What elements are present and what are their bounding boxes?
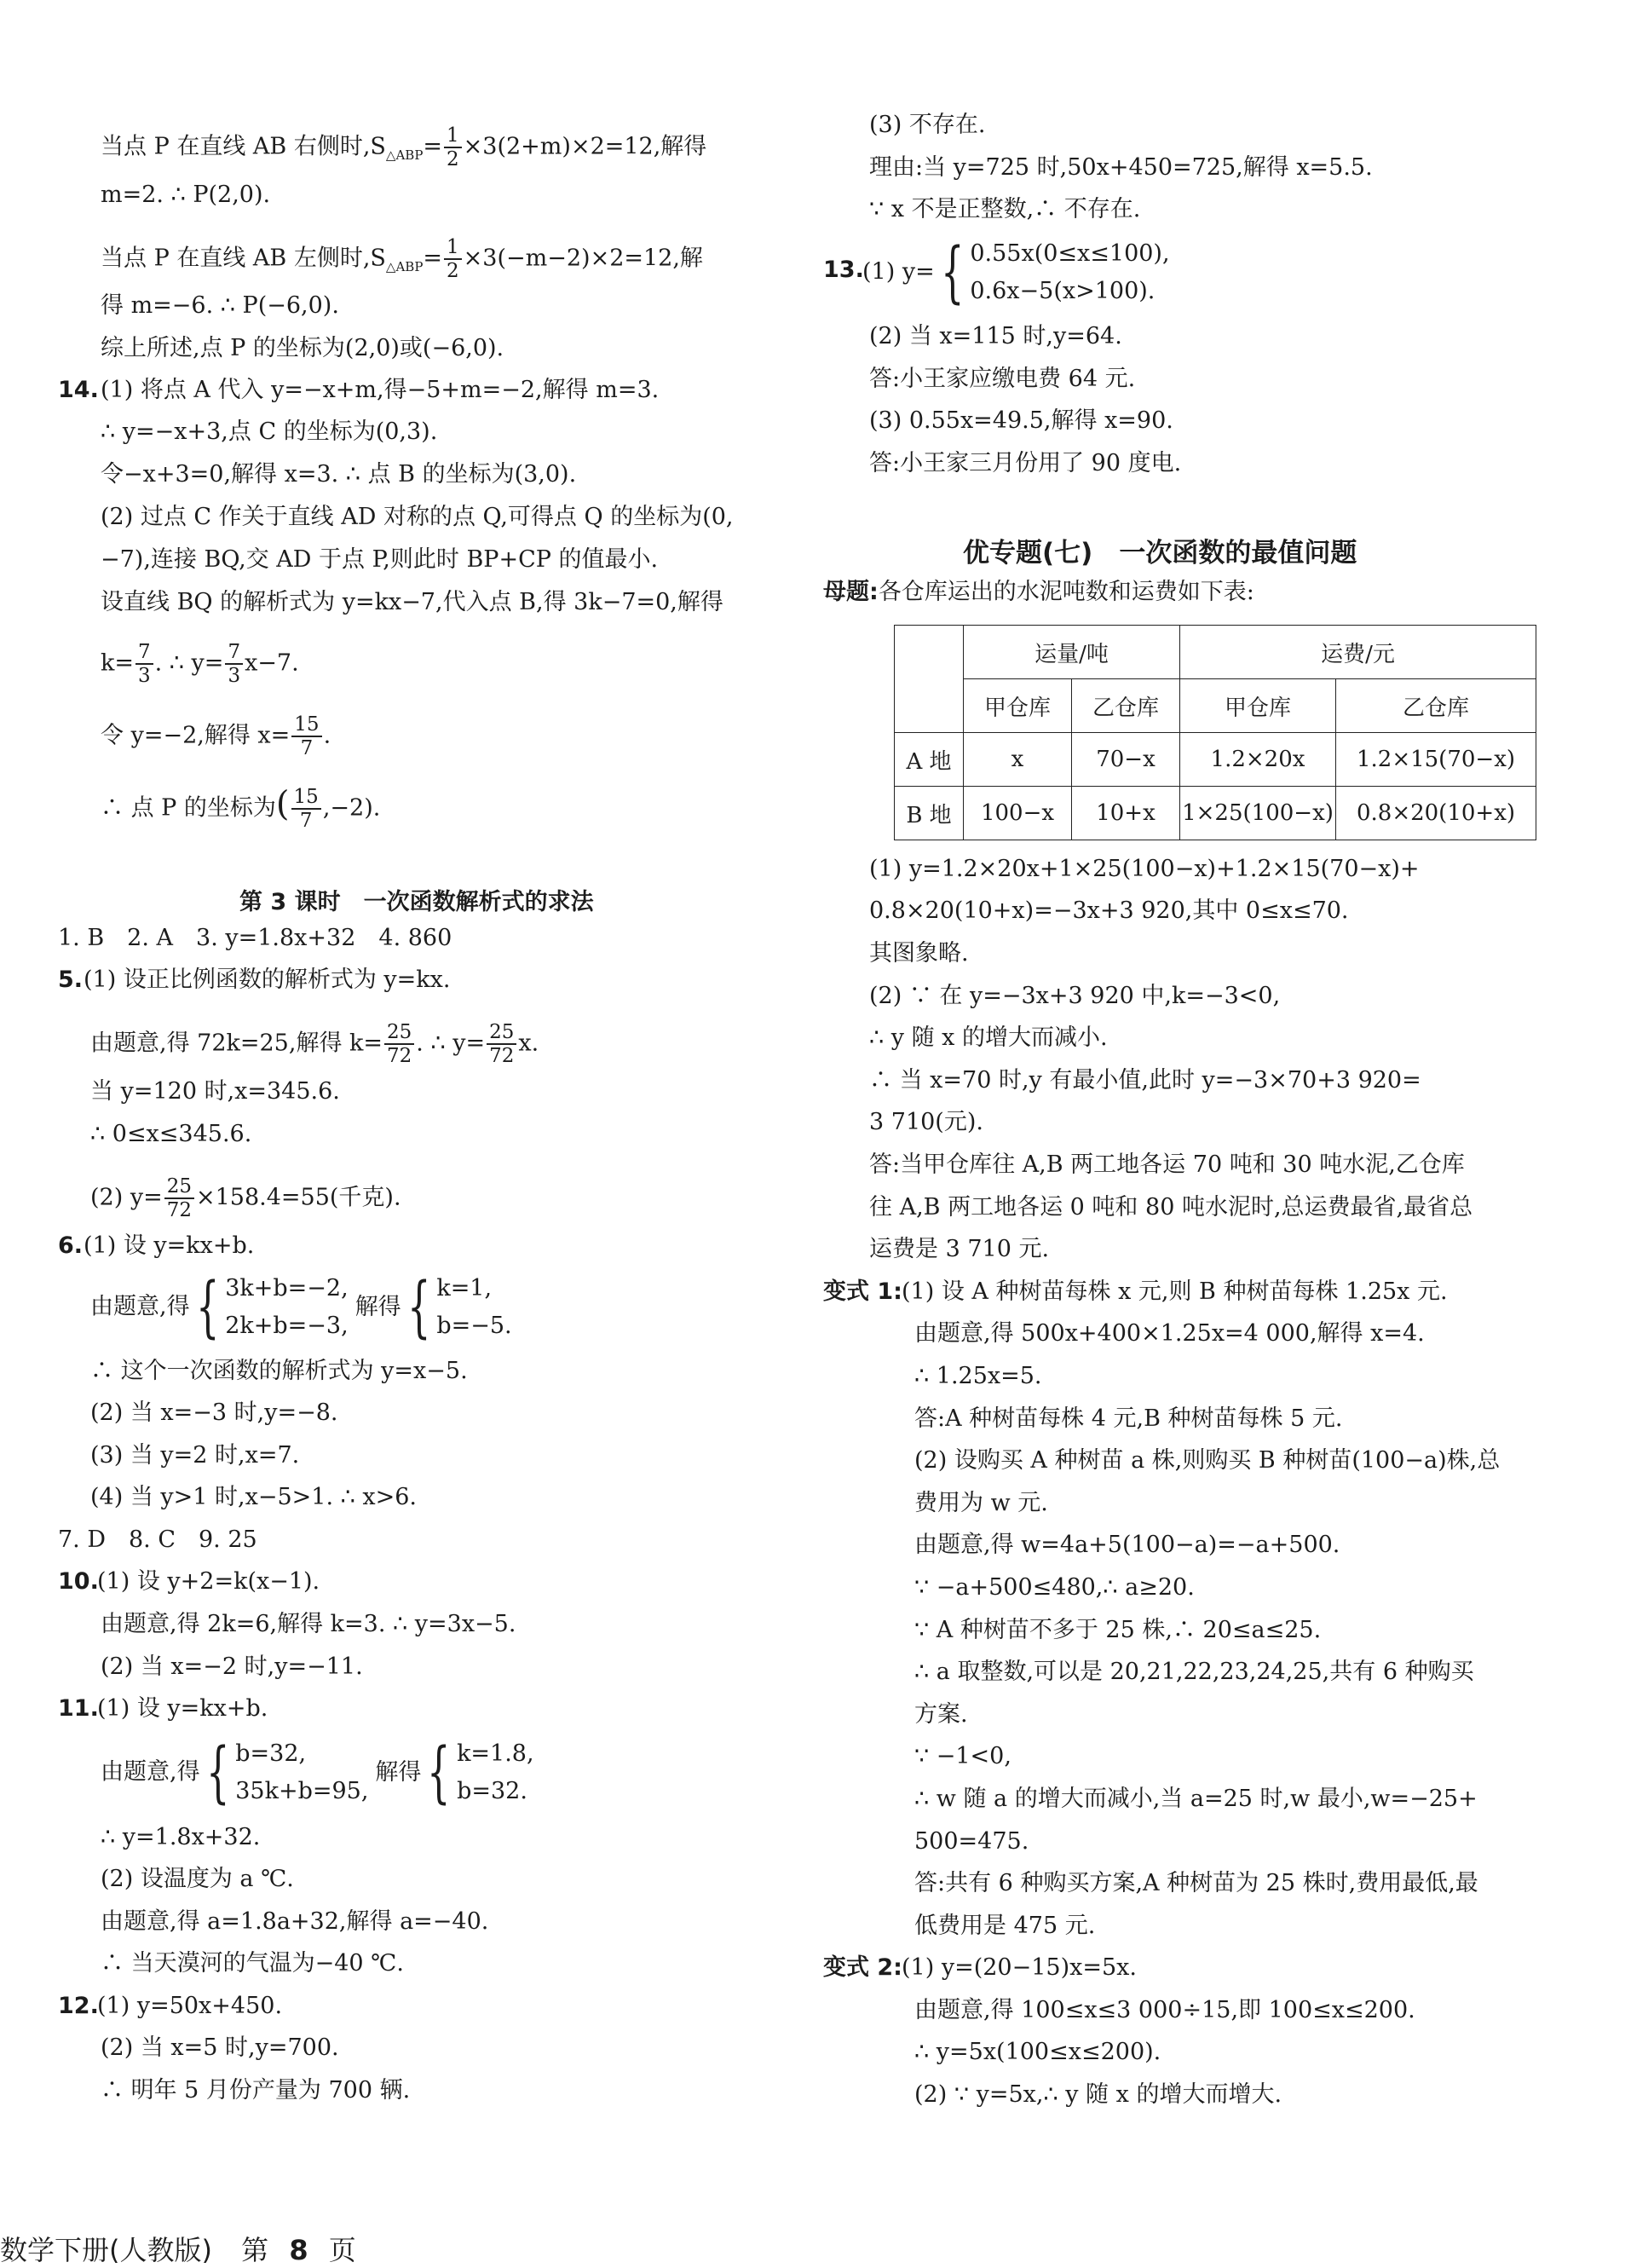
text-line: 得 m=−6. ∴ P(−6,0). [101, 292, 339, 319]
subscript: △ABP [385, 258, 424, 274]
fraction [225, 641, 243, 687]
denominator: 2 [447, 260, 459, 282]
text-line: 设直线 BQ 的解析式为 y=kx−7,代入点 B,得 3k−7=0,解得 [101, 589, 723, 615]
denominator: 72 [387, 1045, 412, 1067]
text: ×3(2+m)×2=12,解得 [463, 133, 707, 160]
text: . ∴ y= [154, 649, 224, 677]
fraction [444, 124, 462, 170]
table-cell: A 地 [895, 733, 964, 787]
text-line [90, 1021, 539, 1067]
table-cell: 100−x [964, 787, 1072, 840]
table-header-row [895, 626, 1536, 679]
text-line: (1) y=(20−15)x=5x. [902, 1954, 1137, 1981]
text: 令 y=−2,解得 x= [101, 722, 291, 749]
subscript: △ABP [385, 147, 424, 163]
text-line: (2) ∵ 在 y=−3x+3 920 中,k=−3<0, [869, 983, 1281, 1009]
brace: { [406, 1269, 431, 1346]
text-line [101, 1735, 534, 1810]
equation-system [970, 235, 1169, 310]
text-line: (2) 当 x=115 时,y=64. [869, 323, 1122, 349]
text-line: (2) 当 x=−3 时,y=−8. [90, 1399, 338, 1426]
table-header-cell: 运量/吨 [964, 626, 1180, 679]
text: . ∴ y= [416, 1030, 486, 1057]
text-line [90, 1270, 512, 1345]
text-line: 500=475. [914, 1828, 1029, 1855]
text-line: (1) 设正比例函数的解析式为 y=kx. [84, 967, 451, 993]
text: (1) y= [862, 258, 935, 286]
text-line: (2) 设购买 A 种树苗 a 株,则购买 B 种树苗(100−a)株,总 [914, 1447, 1501, 1474]
fraction [444, 236, 462, 282]
text-line: (1) 将点 A 代入 y=−x+m,得−5+m=−2,解得 m=3. [101, 377, 660, 403]
equation-system [225, 1270, 348, 1345]
text-line: 由题意,得 500x+400×1.25x=4 000,解得 x=4. [914, 1320, 1425, 1347]
numerator: 15 [291, 713, 321, 737]
text-line [862, 235, 1170, 310]
text-line: (3) 当 y=2 时,x=7. [90, 1442, 300, 1469]
text-line: 0.8×20(10+x)=−3x+3 920,其中 0≤x≤70. [869, 897, 1349, 924]
text-line: (4) 当 y>1 时,x−5>1. ∴ x>6. [90, 1484, 417, 1510]
variant-label: 变式 2: [823, 1954, 902, 1981]
table-cell: B 地 [895, 787, 964, 840]
question-number: 13. [823, 257, 864, 283]
question-number: 11. [58, 1695, 99, 1722]
text: 解得 [375, 1758, 422, 1786]
text-line: (1) y=50x+450. [97, 1993, 283, 2019]
equation: k=1, [436, 1275, 493, 1301]
text-line: (1) y=1.2×20x+1×25(100−x)+1.2×15(70−x)+ [869, 856, 1420, 882]
text-line: ∵ A 种树苗不多于 25 株,∴ 20≤a≤25. [914, 1617, 1322, 1643]
denominator: 72 [166, 1199, 192, 1221]
text-line: 答:共有 6 种购买方案,A 种树苗为 25 株时,费用最低,最 [914, 1870, 1478, 1896]
text-line: 费用为 w 元. [914, 1490, 1048, 1516]
text-line: ∴ 1.25x=5. [914, 1363, 1042, 1389]
text: ×158.4=55(千克). [196, 1184, 401, 1211]
text-line: ∴ 这个一次函数的解析式为 y=x−5. [90, 1358, 468, 1384]
numerator: 1 [444, 236, 462, 260]
numerator: 25 [487, 1021, 516, 1045]
numerator: 25 [384, 1021, 414, 1045]
text-line: 答:小王家应缴电费 64 元. [869, 366, 1136, 392]
text-line [101, 641, 299, 687]
text-line: (2) 设温度为 a ℃. [101, 1866, 294, 1892]
text-line: 其图象略. [869, 940, 969, 967]
text-line: ∴ 当 x=70 时,y 有最小值,此时 y=−3×70+3 920= [869, 1067, 1421, 1094]
table-header-cell: 乙仓库 [1336, 679, 1536, 733]
text-line: 答:当甲仓库往 A,B 两工地各运 70 吨和 30 吨水泥,乙仓库 [869, 1151, 1465, 1178]
table-header-cell: 运费/元 [1180, 626, 1536, 679]
text: 由题意,得 [101, 1758, 200, 1786]
text-line: ∴ w 随 a 的增大而减小,当 a=25 时,w 最小,w=−25+ [914, 1786, 1478, 1812]
denominator: 72 [489, 1045, 515, 1067]
text: x−7. [245, 649, 299, 677]
table-header-cell: 甲仓库 [964, 679, 1072, 733]
text-line: ∵ x 不是正整数,∴ 不存在. [869, 196, 1141, 222]
text-line: ∴ y=1.8x+32. [101, 1824, 261, 1850]
text: k= [101, 649, 134, 677]
equation-system [457, 1735, 534, 1810]
text-line: (1) 设 y=kx+b. [84, 1232, 255, 1259]
text-line: 综上所述,点 P 的坐标为(2,0)或(−6,0). [101, 335, 504, 361]
text: 解得 [354, 1293, 401, 1320]
table-cell: 70−x [1072, 733, 1180, 787]
label: 母题: [823, 579, 879, 605]
variant-label: 变式 1: [823, 1278, 902, 1305]
text-line: (1) 设 y=kx+b. [97, 1695, 268, 1722]
denominator: 2 [447, 148, 459, 170]
text-line: 令−x+3=0,解得 x=3. ∴ 点 B 的坐标为(3,0). [101, 461, 577, 488]
table-cell: 1.2×20x [1180, 733, 1336, 787]
text-line: 由题意,得 100≤x≤3 000÷15,即 100≤x≤200. [914, 1997, 1415, 2023]
fraction [291, 786, 321, 832]
text: x. [518, 1030, 539, 1057]
text-line: ∴ a 取整数,可以是 20,21,22,23,24,25,共有 6 种购买 [914, 1659, 1474, 1685]
equation: b=−5. [436, 1313, 512, 1339]
text-line: m=2. ∴ P(2,0). [101, 182, 271, 208]
text: ∴ 点 P 的坐标为 [101, 794, 276, 822]
equation: b=32. [457, 1778, 527, 1804]
question-number: 5. [58, 967, 84, 993]
fraction [384, 1021, 414, 1067]
numerator: 15 [291, 786, 321, 810]
table-row [895, 733, 1536, 787]
section-heading: 第 3 课时 一次函数解析式的求法 [239, 889, 594, 915]
text-line: 理由:当 y=725 时,50x+450=725,解得 x=5.5. [869, 154, 1373, 181]
denominator: 3 [137, 665, 151, 687]
brace: { [205, 1734, 230, 1811]
fraction [487, 1021, 516, 1067]
table-cell: x [964, 733, 1072, 787]
text-line: (2) ∵ y=5x,∴ y 随 x 的增大而增大. [914, 2081, 1282, 2108]
text: . [323, 722, 331, 749]
paren: ( [275, 784, 290, 824]
question-number: 10. [58, 1568, 99, 1595]
text: (2) y= [90, 1184, 163, 1211]
text: ×3(−m−2)×2=12,解 [463, 245, 703, 272]
fraction [164, 1175, 194, 1221]
text-line: ∴ 明年 5 月份产量为 700 辆. [101, 2077, 411, 2104]
table-row [895, 787, 1536, 840]
text: 各仓库运出的水泥吨数和运费如下表: [878, 579, 1254, 605]
question-number: 12. [58, 1993, 99, 2019]
text-line: ∴ y=−x+3,点 C 的坐标为(0,3). [101, 418, 438, 445]
text-line: ∴ y=5x(100≤x≤200). [914, 2039, 1161, 2065]
brace: { [195, 1269, 220, 1346]
equation: 0.55x(0≤x≤100), [970, 240, 1170, 267]
shipping-table [894, 625, 1536, 840]
fraction [291, 713, 321, 759]
text-line [101, 236, 703, 282]
text-line: ∵ −a+500≤480,∴ a≥20. [914, 1574, 1195, 1601]
equation: k=1.8, [457, 1740, 534, 1767]
text-line [101, 713, 331, 759]
text-line [101, 124, 706, 170]
text-line: 由题意,得 a=1.8a+32,解得 a=−40. [101, 1908, 489, 1935]
brace: { [940, 234, 965, 311]
page-footer [0, 2229, 356, 2268]
equation: 2k+b=−3, [225, 1313, 349, 1339]
text-line: (3) 0.55x=49.5,解得 x=90. [869, 407, 1173, 434]
text: 由题意,得 72k=25,解得 k= [90, 1030, 383, 1057]
text-line: 由题意,得 2k=6,解得 k=3. ∴ y=3x−5. [101, 1611, 516, 1637]
answer-line: 1. B 2. A 3. y=1.8x+32 4. 860 [58, 925, 452, 951]
denominator: 3 [228, 665, 241, 687]
equation: b=32, [235, 1740, 307, 1767]
text-line: (2) 当 x=5 时,y=700. [101, 2034, 339, 2061]
numerator: 7 [225, 641, 243, 665]
table-cell: 10+x [1072, 787, 1180, 840]
equation-system [235, 1735, 368, 1810]
text-line: (1) 设 A 种树苗每株 x 元,则 B 种树苗每株 1.25x 元. [902, 1278, 1448, 1305]
page-label-prefix: 第 [241, 2234, 269, 2266]
text: = [423, 133, 443, 160]
question-number: 14. [58, 377, 99, 403]
text-line: 运费是 3 710 元. [869, 1236, 1050, 1262]
numerator: 7 [135, 641, 153, 665]
denominator: 7 [300, 737, 314, 759]
table-corner-cell [895, 626, 964, 733]
denominator: 7 [299, 810, 313, 832]
page-label-suffix: 页 [328, 2234, 356, 2266]
text-line: ∵ −1<0, [914, 1743, 1011, 1769]
text-line: −7),连接 BQ,交 AD 于点 P,则此时 BP+CP 的值最小. [101, 546, 659, 573]
text-line [101, 786, 380, 832]
text-line: 低费用是 475 元. [914, 1913, 1096, 1939]
page-number: 8 [289, 2234, 308, 2266]
numerator: 1 [444, 124, 462, 148]
text: ,−2). [322, 794, 381, 822]
table-subheader-row [895, 679, 1536, 733]
text-line: 答:小王家三月份用了 90 度电. [869, 450, 1182, 476]
table-cell: 0.8×20(10+x) [1336, 787, 1536, 840]
text: 当点 P 在直线 AB 左侧时,S [101, 245, 386, 272]
equation-system [436, 1270, 511, 1345]
text-line: 3 710(元). [869, 1109, 983, 1135]
text-line: (2) 过点 C 作关于直线 AD 对称的点 Q,可得点 Q 的坐标为(0, [101, 504, 734, 530]
table-cell: 1.2×15(70−x) [1336, 733, 1536, 787]
table-header-cell: 乙仓库 [1072, 679, 1180, 733]
book-title: 数学下册(人教版) [0, 2234, 212, 2266]
table-cell: 1×25(100−x) [1180, 787, 1336, 840]
text-line: 当 y=120 时,x=345.6. [90, 1078, 340, 1105]
table-header-cell: 甲仓库 [1180, 679, 1336, 733]
text-line: (1) 设 y+2=k(x−1). [97, 1568, 320, 1595]
fraction [135, 641, 153, 687]
equation: 0.6x−5(x>100). [970, 278, 1156, 304]
text-line: 由题意,得 w=4a+5(100−a)=−a+500. [914, 1532, 1340, 1558]
question-number: 6. [58, 1232, 84, 1259]
numerator: 25 [164, 1175, 194, 1199]
text-line: ∴ 0≤x≤345.6. [90, 1121, 252, 1147]
text-line: (2) 当 x=−2 时,y=−11. [101, 1653, 363, 1680]
equation: 35k+b=95, [235, 1778, 369, 1804]
text-line: (3) 不存在. [869, 112, 986, 138]
text-line: ∴ 当天漠河的气温为−40 ℃. [101, 1950, 404, 1977]
equation: 3k+b=−2, [225, 1275, 349, 1301]
text-line [90, 1175, 401, 1221]
text: 由题意,得 [90, 1293, 190, 1320]
text-line: 方案. [914, 1701, 968, 1728]
text: 当点 P 在直线 AB 右侧时,S [101, 133, 386, 160]
text-line: ∴ y 随 x 的增大而减小. [869, 1024, 1108, 1051]
text-line [823, 578, 1254, 607]
text: = [423, 245, 443, 272]
brace: { [427, 1734, 451, 1811]
text-line: 往 A,B 两工地各运 0 吨和 80 吨水泥时,总运费最省,最省总 [869, 1194, 1473, 1221]
section-heading: 优专题(七) 一次函数的最值问题 [963, 538, 1357, 568]
text-line: 答:A 种树苗每株 4 元,B 种树苗每株 5 元. [914, 1405, 1343, 1432]
answer-line: 7. D 8. C 9. 25 [58, 1526, 257, 1553]
